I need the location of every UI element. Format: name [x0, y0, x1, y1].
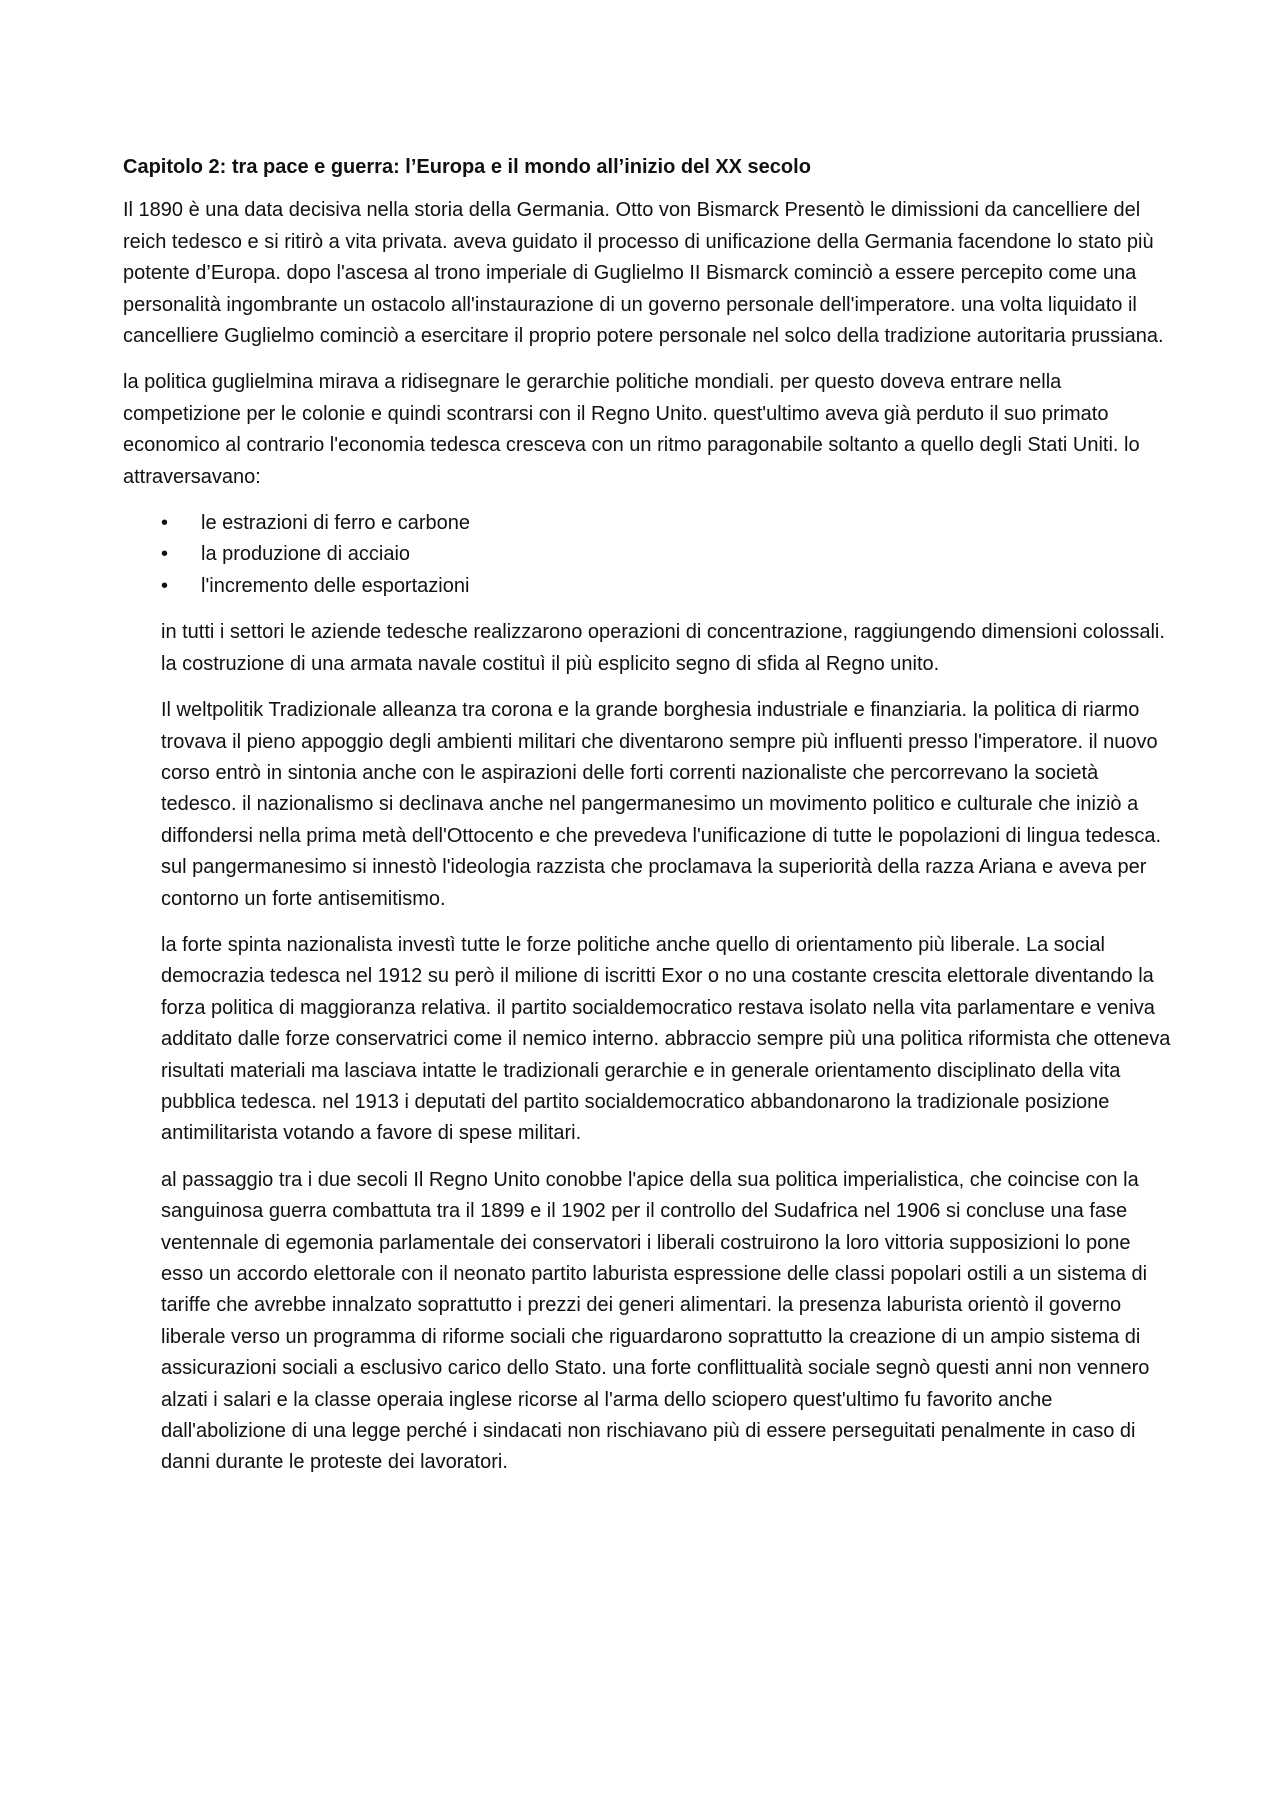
list-item-text: l'incremento delle esportazioni [201, 574, 470, 597]
bullet-list [161, 508, 1173, 602]
list-item [161, 508, 1173, 539]
paragraph-1: Il 1890 è una data decisiva nella storia della Germania. Otto von Bismarck Presentò le dimissioni da cancelliere del reich tedesco e si ritirò a vita privata. aveva guidato il processo di unificazione della Germania facendone lo stato più potente d’Europa. dopo l'ascesa al trono imperiale di Guglielmo II Bismarck cominciò a essere percepito come una personalità ingombrante un ostacolo all'instaurazione di un governo personale dell'imperatore. una volta liquidato il cancelliere Guglielmo cominciò a esercitare il proprio potere personale nel solco della tradizione autoritaria prussiana. [123, 199, 1164, 348]
paragraph-2: la politica guglielmina mirava a ridisegnare le gerarchie politiche mondiali. per questo doveva entrare nella competizione per le colonie e quindi scontrarsi con il Regno Unito. quest'ultimo aveva già perduto il suo primato economico al contrario l'economia tedesca cresceva con un ritmo paragonabile soltanto a quello degli Stati Uniti. lo attraversavano: [123, 371, 1140, 488]
paragraph-4: Il weltpolitik Tradizionale alleanza tra corona e la grande borghesia industriale e finanziaria. la politica di riarmo trovava il pieno appoggio degli ambienti militari che diventarono sempre più influenti presso l'imperatore. il nuovo corso entrò in sintonia anche con le aspirazioni delle forti correnti nazionaliste che percorrevano la società tedesco. il nazionalismo si declinava anche nel pangermanesimo un movimento politico e culturale che iniziò a diffondersi nella prima metà dell'Ottocento e che prevedeva l'unificazione di tutte le popolazioni di lingua tedesca. sul pangermanesimo si innestò l'ideologia razzista che proclamava la superiorità della razza Ariana e aveva per contorno un forte antisemitismo. [161, 699, 1162, 910]
paragraph-6: al passaggio tra i due secoli Il Regno Unito conobbe l'apice della sua politica imperialistica, che coincise con la sanguinosa guerra combattuta tra il 1899 e il 1902 per il controllo del Sudafrica nel 1906 si concluse una fase ventennale di egemonia parlamentale dei conservatori i liberali costruirono la loro vittoria supposizioni lo pone esso un accordo elettorale con il neonato partito laburista espressione delle classi popolari ostili a un sistema di tariffe che avrebbe innalzato soprattutto i prezzi dei generi alimentari. la presenza laburista orientò il governo liberale verso un programma di riforme sociali che riguardarono soprattutto la creazione di un ampio sistema di assicurazioni sociali a esclusivo carico dello Stato. una forte conflittualità sociale segnò questi anni non vennero alzati i salari e la classe operaia inglese ricorse al l'arma dello sciopero quest'ultimo fu favorito anche dall'abolizione di una legge perché i sindacati non rischiavano più di essere perseguitati penalmente in caso di danni durante le proteste dei lavoratori. [161, 1168, 1150, 1474]
list-item [161, 571, 1173, 602]
paragraph-3: in tutti i settori le aziende tedesche realizzarono operazioni di concentrazione, raggiungendo dimensioni colossali. la costruzione di una armata navale costituì il più esplicito segno di sfida al Regno unito. [161, 621, 1165, 675]
bullet-icon: • [161, 543, 169, 566]
bullet-icon: • [161, 512, 169, 535]
paragraph-5: la forte spinta nazionalista investì tutte le forze politiche anche quello di orientamento più liberale. La social democrazia tedesca nel 1912 su però il milione di iscritti Exor o no una costante crescita elettorale diventando la forza politica di maggioranza relativa. il partito socialdemocratico restava isolato nella vita parlamentare e veniva additato dalle forze conservatrici come il nemico interno. abbraccio sempre più una politica riformista che otteneva risultati materiali ma lasciava intatte le tradizionali gerarchie e in generale orientamento disciplinato della vita pubblica tedesca. nel 1913 i deputati del partito socialdemocratico abbandonarono la tradizionale posizione antimilitarista votando a favore di spese militari. [161, 933, 1171, 1145]
chapter-heading: Capitolo 2: tra pace e guerra: l’Europa e il mondo all’inizio del XX secolo [123, 156, 811, 178]
document-body [123, 152, 1173, 1494]
list-item-text: la produzione di acciaio [201, 543, 411, 566]
list-item-text: le estrazioni di ferro e carbone [201, 512, 471, 535]
bullet-icon: • [161, 574, 169, 597]
list-item [161, 539, 1173, 570]
